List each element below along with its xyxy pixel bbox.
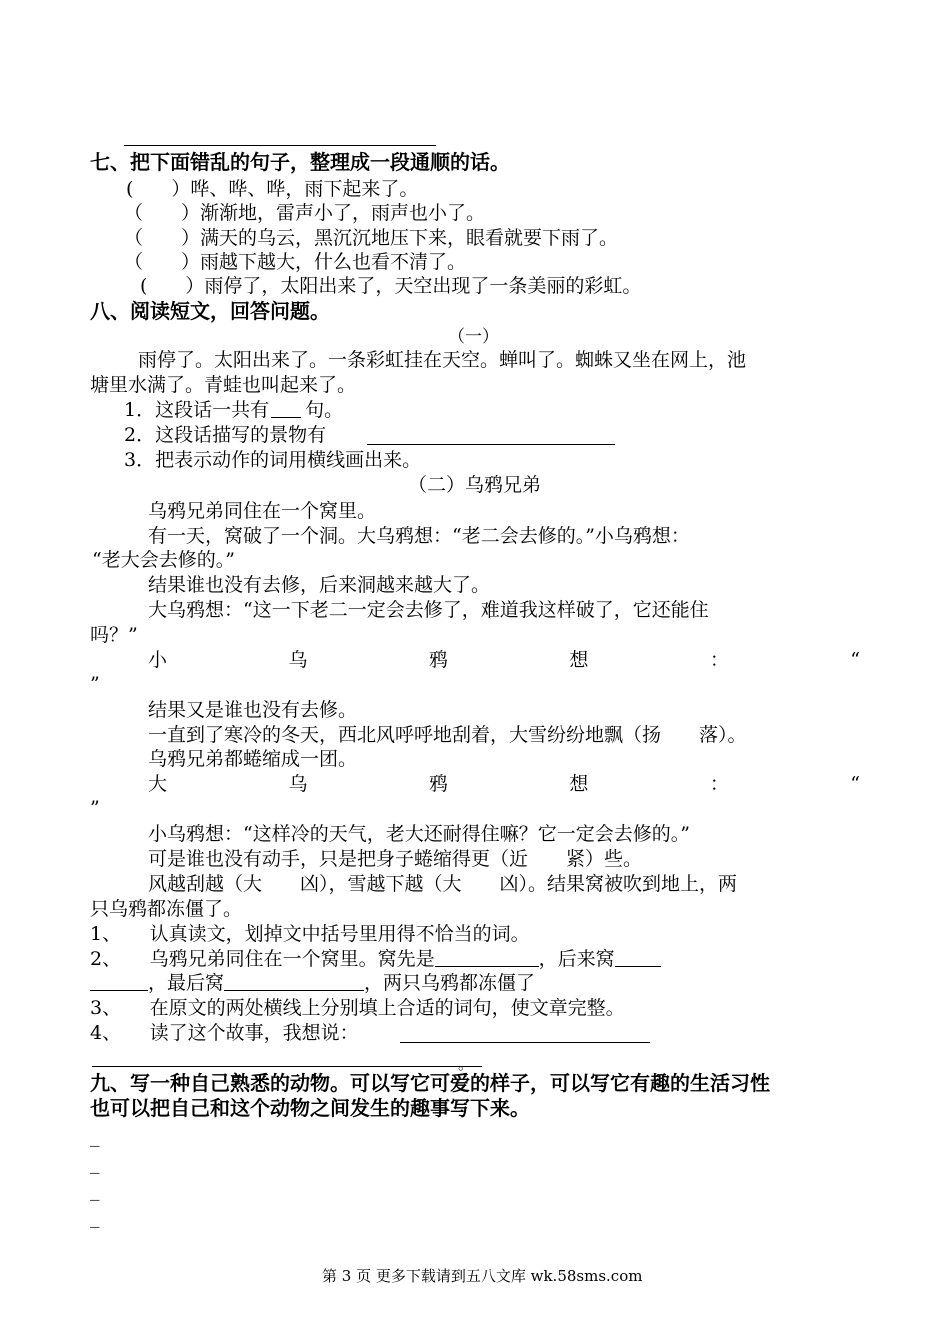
blank-thoughts-2[interactable] <box>92 1066 482 1067</box>
char: 大 <box>148 773 168 795</box>
blank-count[interactable] <box>271 399 301 418</box>
char: 乌 <box>288 773 308 795</box>
question-4-period: 。 <box>458 1055 474 1073</box>
story-line-1: 乌鸦兄弟同住在一个窝里。 <box>148 500 377 522</box>
story-line-11: 可是谁也没有动手，只是把身子蜷缩得更（近 紧）些。 <box>148 848 643 870</box>
part-1-paragraph-line-2: 塘里水满了。青蛙也叫起来了。 <box>90 374 357 396</box>
top-answer-line <box>124 145 436 146</box>
question-3: 3、 在原文的两处横线上分别填上合适的词句，使文章完整。 <box>90 997 625 1019</box>
blank-then[interactable] <box>615 948 661 967</box>
char: 鸦 <box>428 649 448 671</box>
question-2-then: ，后来窝 <box>538 948 615 970</box>
close-quote-1: ” <box>90 673 100 695</box>
story-line-2: 有一天，窝破了一个洞。大乌鸦想：“老二会去修的。”小乌鸦想： <box>148 525 690 547</box>
part-1-paragraph-line-1: 雨停了。太阳出来了。一条彩虹挂在天空。蝉叫了。蜘蛛又坐在网上，池 <box>138 349 747 371</box>
writing-line-2[interactable]: _ <box>90 1152 100 1174</box>
char: 乌 <box>288 649 308 671</box>
section-9-heading-line-1: 九、写一种自己熟悉的动物。可以写它可爱的样子，可以写它有趣的生活习性 <box>90 1071 770 1095</box>
question-2-text: 2、 乌鸦兄弟同住在一个窝里。窝先是 <box>90 948 435 970</box>
char: 想 <box>569 649 589 671</box>
story-line-7: 结果又是谁也没有去修。 <box>148 699 358 721</box>
part-1-title: （一） <box>448 327 499 347</box>
writing-line-4[interactable]: _ <box>90 1206 100 1228</box>
char: ： <box>709 649 729 671</box>
question-2-cont <box>90 971 535 995</box>
sentence-item-5: ( ）雨停了，太阳出来了，天空出现了一条美丽的彩虹。 <box>140 275 642 297</box>
sentence-item-2: （ ）渐渐地，雷声小了，雨声也小了。 <box>124 202 486 224</box>
big-crow-thinks-blank-line[interactable] <box>148 772 860 796</box>
part-1-question-1 <box>124 398 343 422</box>
story-line-3: “老大会去修的。” <box>92 549 235 571</box>
blank-then-cont[interactable] <box>90 972 148 991</box>
story-line-9: 乌鸦兄弟都蜷缩成一团。 <box>148 748 358 770</box>
question-1-suffix: 句。 <box>305 399 344 421</box>
page-footer: 第 3 页 更多下载请到五八文库 wk.58sms.com <box>322 1267 643 1285</box>
question-1: 1、 认真读文，划掉文中括号里用得不恰当的词。 <box>90 923 530 945</box>
story-line-8: 一直到了寒冷的冬天，西北风呼呼地刮着，大雪纷纷地飘（扬 落）。 <box>148 724 747 746</box>
story-line-13: 只乌鸦都冻僵了。 <box>90 898 243 920</box>
part-1-question-3: 3．把表示动作的词用横线画出来。 <box>124 449 422 471</box>
char: ： <box>709 773 729 795</box>
question-2 <box>90 947 661 971</box>
part-1-question-2: 2．这段话描写的景物有 <box>124 424 327 446</box>
writing-line-1[interactable]: _ <box>90 1125 100 1147</box>
blank-finally[interactable] <box>224 972 364 991</box>
question-1-text: 1．这段话一共有 <box>124 399 270 421</box>
section-7-heading: 七、把下面错乱的句子，整理成一段通顺的话。 <box>90 150 510 174</box>
blank-first[interactable] <box>435 948 539 967</box>
story-line-4: 结果谁也没有去修，后来洞越来越大了。 <box>148 574 491 596</box>
blank-scenery[interactable] <box>367 444 615 445</box>
section-8-heading: 八、阅读短文，回答问题。 <box>90 299 330 323</box>
question-4: 4、 读了这个故事，我想说： <box>90 1022 359 1044</box>
blank-thoughts-1[interactable] <box>400 1042 650 1043</box>
char: “ <box>850 649 860 671</box>
story-line-5: 大乌鸦想：“这一下老二一定会去修了，难道我这样破了，它还能住 <box>148 599 709 621</box>
sentence-item-4: （ ）雨越下越大，什么也看不清了。 <box>124 251 467 273</box>
char: 想 <box>569 773 589 795</box>
close-quote-2: ” <box>90 797 100 819</box>
char: “ <box>850 773 860 795</box>
sentence-item-1: ( ）哗、哗、哗，雨下起来了。 <box>126 178 419 200</box>
sentence-item-3: （ ）满天的乌云，黑沉沉地压下来，眼看就要下雨了。 <box>124 227 619 249</box>
char: 鸦 <box>428 773 448 795</box>
story-line-12: 风越刮越（大 凶），雪越下越（大 凶）。结果窝被吹到地上，两 <box>148 873 738 895</box>
small-crow-thinks-blank-line[interactable] <box>148 648 860 672</box>
char: 小 <box>148 649 168 671</box>
writing-line-3[interactable]: _ <box>90 1179 100 1201</box>
story-line-6: 吗？” <box>90 624 138 646</box>
question-2-finally: ，最后窝 <box>148 972 225 994</box>
section-9-heading-line-2: 也可以把自己和这个动物之间发生的趣事写下来。 <box>90 1096 530 1120</box>
question-2-end: ，两只乌鸦都冻僵了 <box>364 972 536 994</box>
story-line-10: 小乌鸦想：“这样冷的天气，老大还耐得住嘛？它一定会去修的。” <box>148 823 690 845</box>
part-2-title: （二）乌鸦兄弟 <box>408 474 542 496</box>
